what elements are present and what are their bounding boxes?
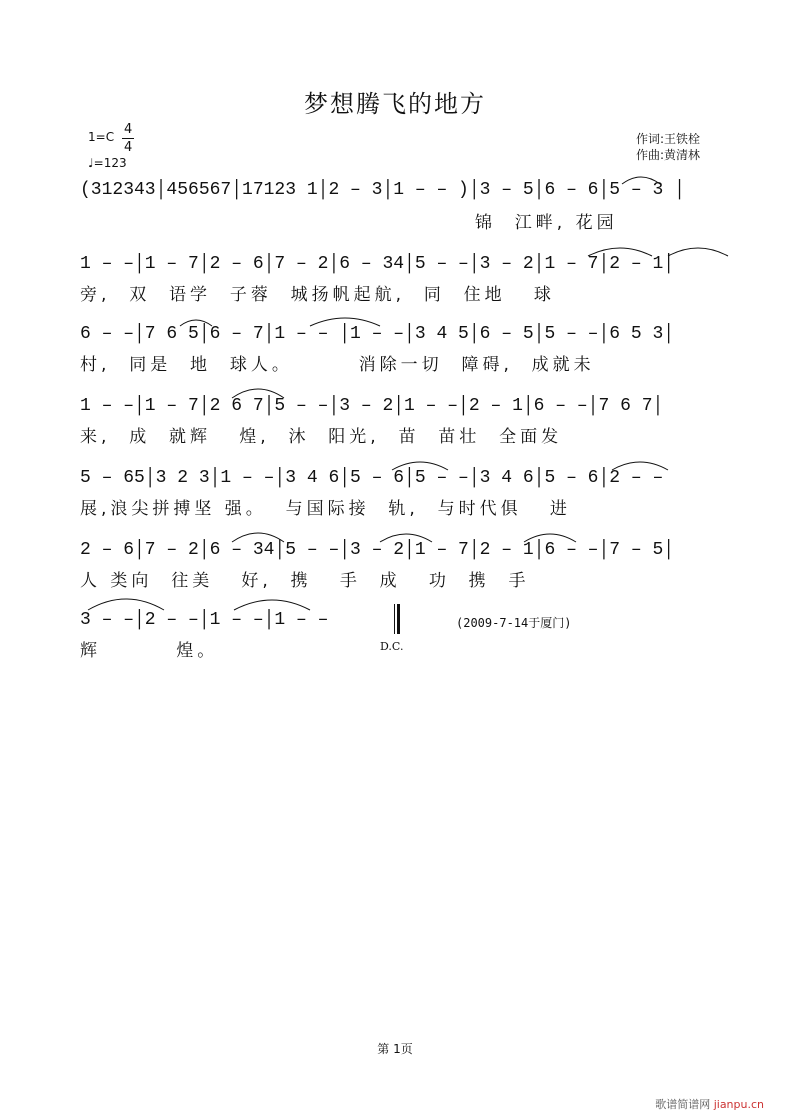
lyric-line-6: 人 类向 往美 好, 携 手 成 功 携 手 <box>80 570 530 591</box>
notation-line-2: 1 – –│1 – 7│2 – 6│7 – 2│6 – 34│5 – –│3 – 2│1 – 7│2 – 1│ <box>80 254 675 274</box>
key-signature: 1=C <box>88 130 115 144</box>
notation-line-1: (312343│456567│17123 1│2 – 3│1 – – )│3 – 5│6 – 6│5 – 3 │ <box>80 180 685 200</box>
lyricist-credit: 作词:王铁栓 <box>636 132 701 146</box>
lyric-line-7: 辉 煌。 <box>80 640 219 661</box>
page-title: 梦想腾飞的地方 <box>304 90 486 118</box>
final-barline <box>394 604 400 634</box>
lyric-line-5: 展,浪尖拼搏坚 强。 与国际接 轨, 与时代俱 进 <box>80 498 571 519</box>
watermark-cn: 歌谱简谱网 <box>655 1098 711 1111</box>
time-signature-top: 4 <box>124 122 133 137</box>
time-signature-divider <box>122 138 134 139</box>
date-note: (2009-7-14于厦门) <box>456 616 572 630</box>
notation-line-3: 6 – –│7 6 5│6 – 7│1 – – │1 – –│3 4 5│6 – 5│5 – –│6 5 3│ <box>80 324 675 344</box>
lyric-line-4: 来, 成 就辉 煌, 沐 阳光, 苗 苗壮 全面发 <box>80 426 563 447</box>
da-capo-mark: D.C. <box>380 640 404 653</box>
notation-line-5: 5 – 65│3 2 3│1 – –│3 4 6│5 – 6│5 – –│3 4 6│5 – 6│2 – – <box>80 468 664 488</box>
composer-credit: 作曲:黄清林 <box>636 148 701 162</box>
notation-line-4: 1 – –│1 – 7│2 6 7│5 – –│3 – 2│1 – –│2 – 1│6 – –│7 6 7│ <box>80 396 664 416</box>
notation-line-6: 2 – 6│7 – 2│6 – 34│5 – –│3 – 2│1 – 7│2 – 1│6 – –│7 – 5│ <box>80 540 675 560</box>
notation-line-7: 3 – –│2 – –│1 – –│1 – – <box>80 610 329 630</box>
page-number: 第 1页 <box>377 1042 413 1056</box>
lyric-line-1: 锦 江畔, 花园 <box>80 212 618 233</box>
watermark-en: jianpu.cn <box>713 1098 764 1111</box>
lyric-line-2: 旁, 双 语学 子蓉 城扬帆起航, 同 住地 球 <box>80 284 555 305</box>
quarter-note-icon: ♩ <box>88 156 94 170</box>
time-signature-bottom: 4 <box>124 140 133 155</box>
site-watermark <box>655 1096 764 1112</box>
tempo-marking <box>88 156 127 170</box>
tempo-value: =123 <box>93 156 127 170</box>
lyric-line-3: 村, 同是 地 球人。 消除一切 障碍, 成就未 <box>80 354 595 375</box>
